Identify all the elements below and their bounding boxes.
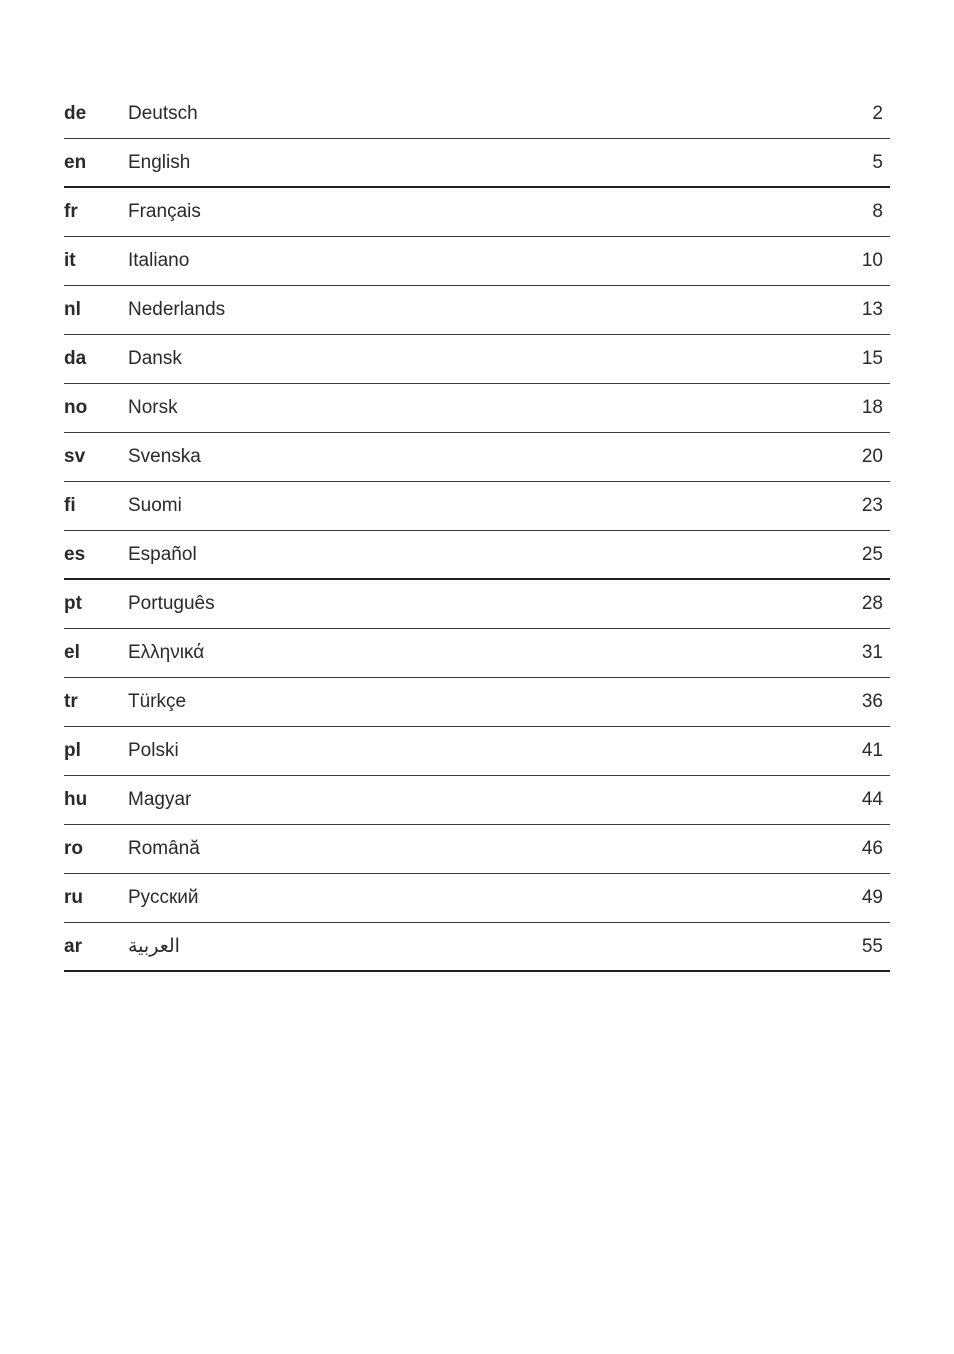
language-code: pt	[64, 593, 82, 614]
language-name: Español	[128, 544, 197, 565]
language-code: de	[64, 103, 87, 124]
language-name: Français	[128, 201, 201, 222]
language-name: Română	[128, 838, 200, 859]
language-code: en	[64, 152, 87, 173]
toc-row-el[interactable]	[64, 629, 890, 678]
language-code: da	[64, 348, 87, 369]
page-number: 20	[861, 446, 883, 467]
language-name: Türkçe	[128, 691, 187, 712]
toc-row-hu[interactable]	[64, 776, 890, 825]
page-number: 5	[872, 152, 883, 173]
toc-row-it[interactable]	[64, 237, 890, 286]
language-code: hu	[64, 789, 88, 810]
toc-row-ro[interactable]	[64, 825, 890, 874]
page-number: 13	[861, 299, 883, 320]
language-name: Deutsch	[128, 103, 198, 124]
language-name: Magyar	[128, 789, 192, 810]
language-code: fr	[64, 201, 78, 222]
toc-row-fr[interactable]	[64, 188, 890, 237]
toc-row-de[interactable]	[64, 90, 890, 139]
toc-row-pt[interactable]	[64, 580, 890, 629]
language-name: Ελληνικά	[128, 642, 205, 663]
toc-row-ru[interactable]	[64, 874, 890, 923]
language-name: Polski	[128, 740, 179, 761]
toc-row-en[interactable]	[64, 139, 890, 188]
language-code: no	[64, 397, 88, 418]
page-number: 10	[861, 250, 883, 271]
page-number: 31	[861, 642, 883, 663]
page-number: 44	[861, 789, 883, 810]
language-code: ar	[64, 936, 82, 957]
page-number: 49	[861, 887, 883, 908]
language-code: ro	[64, 838, 83, 859]
language-code: el	[64, 642, 80, 663]
toc-row-no[interactable]	[64, 384, 890, 433]
page-number: 15	[861, 348, 883, 369]
toc-row-ar[interactable]	[64, 923, 890, 972]
language-code: ru	[64, 887, 83, 908]
language-code: es	[64, 544, 86, 565]
language-code: tr	[64, 691, 78, 712]
language-code: fi	[64, 495, 76, 516]
language-code: pl	[64, 740, 81, 761]
table-of-contents	[64, 90, 890, 972]
language-name: العربية	[128, 936, 180, 957]
page-number: 55	[861, 936, 883, 957]
page-number: 46	[861, 838, 883, 859]
page-number: 41	[861, 740, 883, 761]
page-number: 8	[872, 201, 883, 222]
language-name: Norsk	[128, 397, 178, 418]
toc-row-sv[interactable]	[64, 433, 890, 482]
toc-row-tr[interactable]	[64, 678, 890, 727]
page-number: 28	[861, 593, 883, 614]
language-name: Dansk	[128, 348, 182, 369]
language-name: Русский	[128, 887, 199, 908]
language-code: it	[64, 250, 76, 271]
page-number: 36	[861, 691, 883, 712]
toc-row-es[interactable]	[64, 531, 890, 580]
language-name: Italiano	[128, 250, 190, 271]
toc-row-fi[interactable]	[64, 482, 890, 531]
toc-row-pl[interactable]	[64, 727, 890, 776]
language-name: Svenska	[128, 446, 201, 467]
page-number: 18	[861, 397, 883, 418]
language-code: sv	[64, 446, 86, 467]
language-name: English	[128, 152, 191, 173]
language-code: nl	[64, 299, 81, 320]
language-name: Nederlands	[128, 299, 226, 320]
toc-row-da[interactable]	[64, 335, 890, 384]
page-number: 25	[861, 544, 883, 565]
page-number: 2	[872, 103, 883, 124]
language-name: Suomi	[128, 495, 182, 516]
toc-row-nl[interactable]	[64, 286, 890, 335]
language-name: Português	[128, 593, 215, 614]
page-number: 23	[861, 495, 883, 516]
